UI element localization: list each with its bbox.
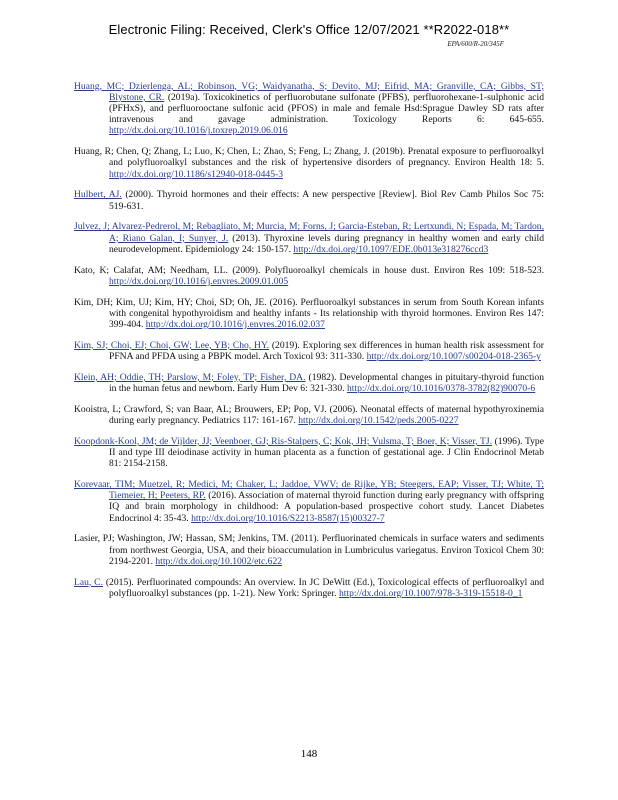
reference-citation: (2019b). Prenatal exposure to perfluoroalkyl and polyfluoroalkyl substances and the risk of hypertensive disorders of pregnancy. Environ Health 18: 5. [109,146,544,169]
doi-link[interactable]: http://dx.doi.org/10.1007/s00204-018-2365-y [366,351,541,363]
reference-entry [74,436,544,470]
reference-citation: (1982). Developmental changes in pituitary-thyroid function in the human fetus and newborn. Early Hum Dev 6: 321-330. [109,371,544,395]
reference-authors: Kato, K; Calafat, AM; Needham, LL. [74,264,228,276]
reference-authors: Kooistra, L; Crawford, S; van Baar, AL; Brouwers, EP; Pop, VJ. [74,403,327,415]
reference-citation: (2016). Association of maternal thyroid function during early pregnancy with offspring IQ and brain morphology in childhood: A population-based prospective cohort study. Lancet Diabetes Endocrinol 4: 35-43. [109,490,544,524]
doi-link[interactable]: http://dx.doi.org/10.1002/etc.622 [155,555,283,567]
doi-link[interactable]: http://dx.doi.org/10.1016/S2213-8587(15)00327-7 [191,512,385,524]
reference-citation: (2011). Perfluorinated chemicals in surface waters and sediments from northwest Georgia, USA, and their bioaccumulation in Lumbriculus variegatus. Environ Toxicol Chem 30: 2194-2201. [109,533,544,567]
reference-authors[interactable]: Hulbert, AJ. [74,189,122,201]
doi-link[interactable]: http://dx.doi.org/10.1542/peds.2005-0227 [298,415,459,427]
reference-citation: (2013). Thyroxine levels during pregnancy in healthy women and early child neurodevelopment. Epidemiology 24: 150-157. [109,232,544,255]
reference-authors[interactable]: Klein, AH; Oddie, TH; Parslow, M; Foley, TP; Fisher, DA. [74,371,306,383]
reference-authors: Lasier, PJ; Washington, JW; Hassan, SM; Jenkins, TM. [74,533,289,545]
reference-entry [74,297,544,331]
reference-citation: (2015). Perfluorinated compounds: An overview. In JC DeWitt (Ed.), Toxicological effects of perfluoroalkyl and polyfluoroalkyl substances (pp. 1-21). New York: Springer. [102,576,544,599]
reference-citation: (2006). Neonatal effects of maternal hypothyroxinemia during early pregnancy. Pediatrics 117: 161-167. [109,403,544,427]
reference-entry [74,81,544,137]
doi-link[interactable]: http://dx.doi.org/10.1007/978-3-319-15518-0_1 [338,587,523,599]
reference-authors[interactable]: Julvez, J; Alvarez-Pedrerol, M; Rebagliato, M; Murcia, M; Forns, J; Garcia-Esteban, R; Lertxundi, N; Espada, M; Tardon, A; Riano Galan, I; Sunyer, J. [74,221,544,244]
reference-list [74,71,544,601]
reference-citation: (2019). Exploring sex differences in human health risk assessment for PFNA and PFDA using a PBPK model. Arch Toxicol 93: 311-330. [109,339,544,363]
reference-authors[interactable]: Kim, SJ; Choi, EJ; Choi, GW; Lee, YB; Cho, HY. [74,339,270,351]
reference-authors: Kim, DH; Kim, UJ; Kim, HY; Choi, SD; Oh, JE. [74,296,267,308]
page-header: Electronic Filing: Received, Clerk's Office 12/07/2021 **R2022-018** [108,22,510,37]
doi-link[interactable]: http://dx.doi.org/10.1097/EDE.0b013e318276ccd3 [293,243,489,255]
reference-citation: (2000). Thyroid hormones and their effects: A new perspective [Review]. Biol Rev Camb Philos Soc 75: 519-631. [109,189,544,212]
reference-entry [74,189,544,211]
doi-link[interactable]: http://dx.doi.org/10.1016/j.envres.2016.02.037 [145,319,325,331]
reference-entry [74,221,544,255]
reference-entry [74,146,544,180]
reference-citation: (2009). Polyfluoroalkyl chemicals in house dust. Environ Res 109: 518-523. [227,264,544,276]
doi-link[interactable]: http://dx.doi.org/10.1016/j.toxrep.2019.06.016 [109,125,288,137]
reference-entry [74,479,544,524]
doi-link[interactable]: http://dx.doi.org/10.1186/s12940-018-0445-3 [109,168,284,180]
reference-entry [74,265,544,287]
reference-citation: (1996). Type II and type III deiodinase activity in human placenta as a function of gestational age. J Clin Endocrinol Metab 81: 2154-2158. [109,435,544,470]
document-id: EPA/600/R-20/345F [447,40,504,48]
reference-entry [74,372,544,394]
reference-authors: Huang, R; Chen, Q; Zhang, L; Luo, K; Chen, L; Zhao, S; Feng, L; Zhang, J. [74,146,370,158]
reference-citation: (2019a). Toxicokinetics of perfluorobutane sulfonate (PFBS), perfluorohexane-1-sulphonic acid (PFHxS), and perfluorooctane sulfonic acid (PFOS) in male and female Hsd:Sprague Dawley SD rats after intravenous and gavage administration. Toxicology Reports 6: 645-655. [109,91,545,126]
reference-authors[interactable]: Koopdonk-Kool, JM; de Vijlder, JJ; Veenboer, GJ; Ris-Stalpers, C; Kok, JH; Vulsma, T; Boer, K; Visser, TJ. [74,435,493,447]
reference-entry [74,404,544,426]
reference-authors[interactable]: Lau, C. [74,576,103,588]
reference-entry [74,533,544,567]
reference-citation: (2016). Perfluoroalkyl substances in serum from South Korean infants with congenital hypothyroidism and healthy infants - Its relationship with thyroid hormones. Environ Res 147: 399-404. [109,296,544,331]
reference-authors[interactable]: Korevaar, TIM; Muetzel, R; Medici, M; Chaker, L; Jaddoe, VWV; de Rijke, YB; Steegers, EAP; Visser, TJ; White, T; Tiemeier, H; Peeters, RP. [74,479,544,502]
reference-entry [74,340,544,362]
doi-link[interactable]: http://dx.doi.org/10.1016/0378-3782(82)90070-6 [346,383,536,395]
reference-entry [74,577,544,599]
page-number: 148 [300,748,318,760]
reference-authors[interactable]: Huang, MC; Dzierlenga, AL; Robinson, VG; Waidyanatha, S; Devito, MJ; Eifrid, MA; Granville, CA; Gibbs, ST; Blystone, CR. [74,80,544,103]
doi-link[interactable]: http://dx.doi.org/10.1016/j.envres.2009.01.005 [109,275,289,287]
